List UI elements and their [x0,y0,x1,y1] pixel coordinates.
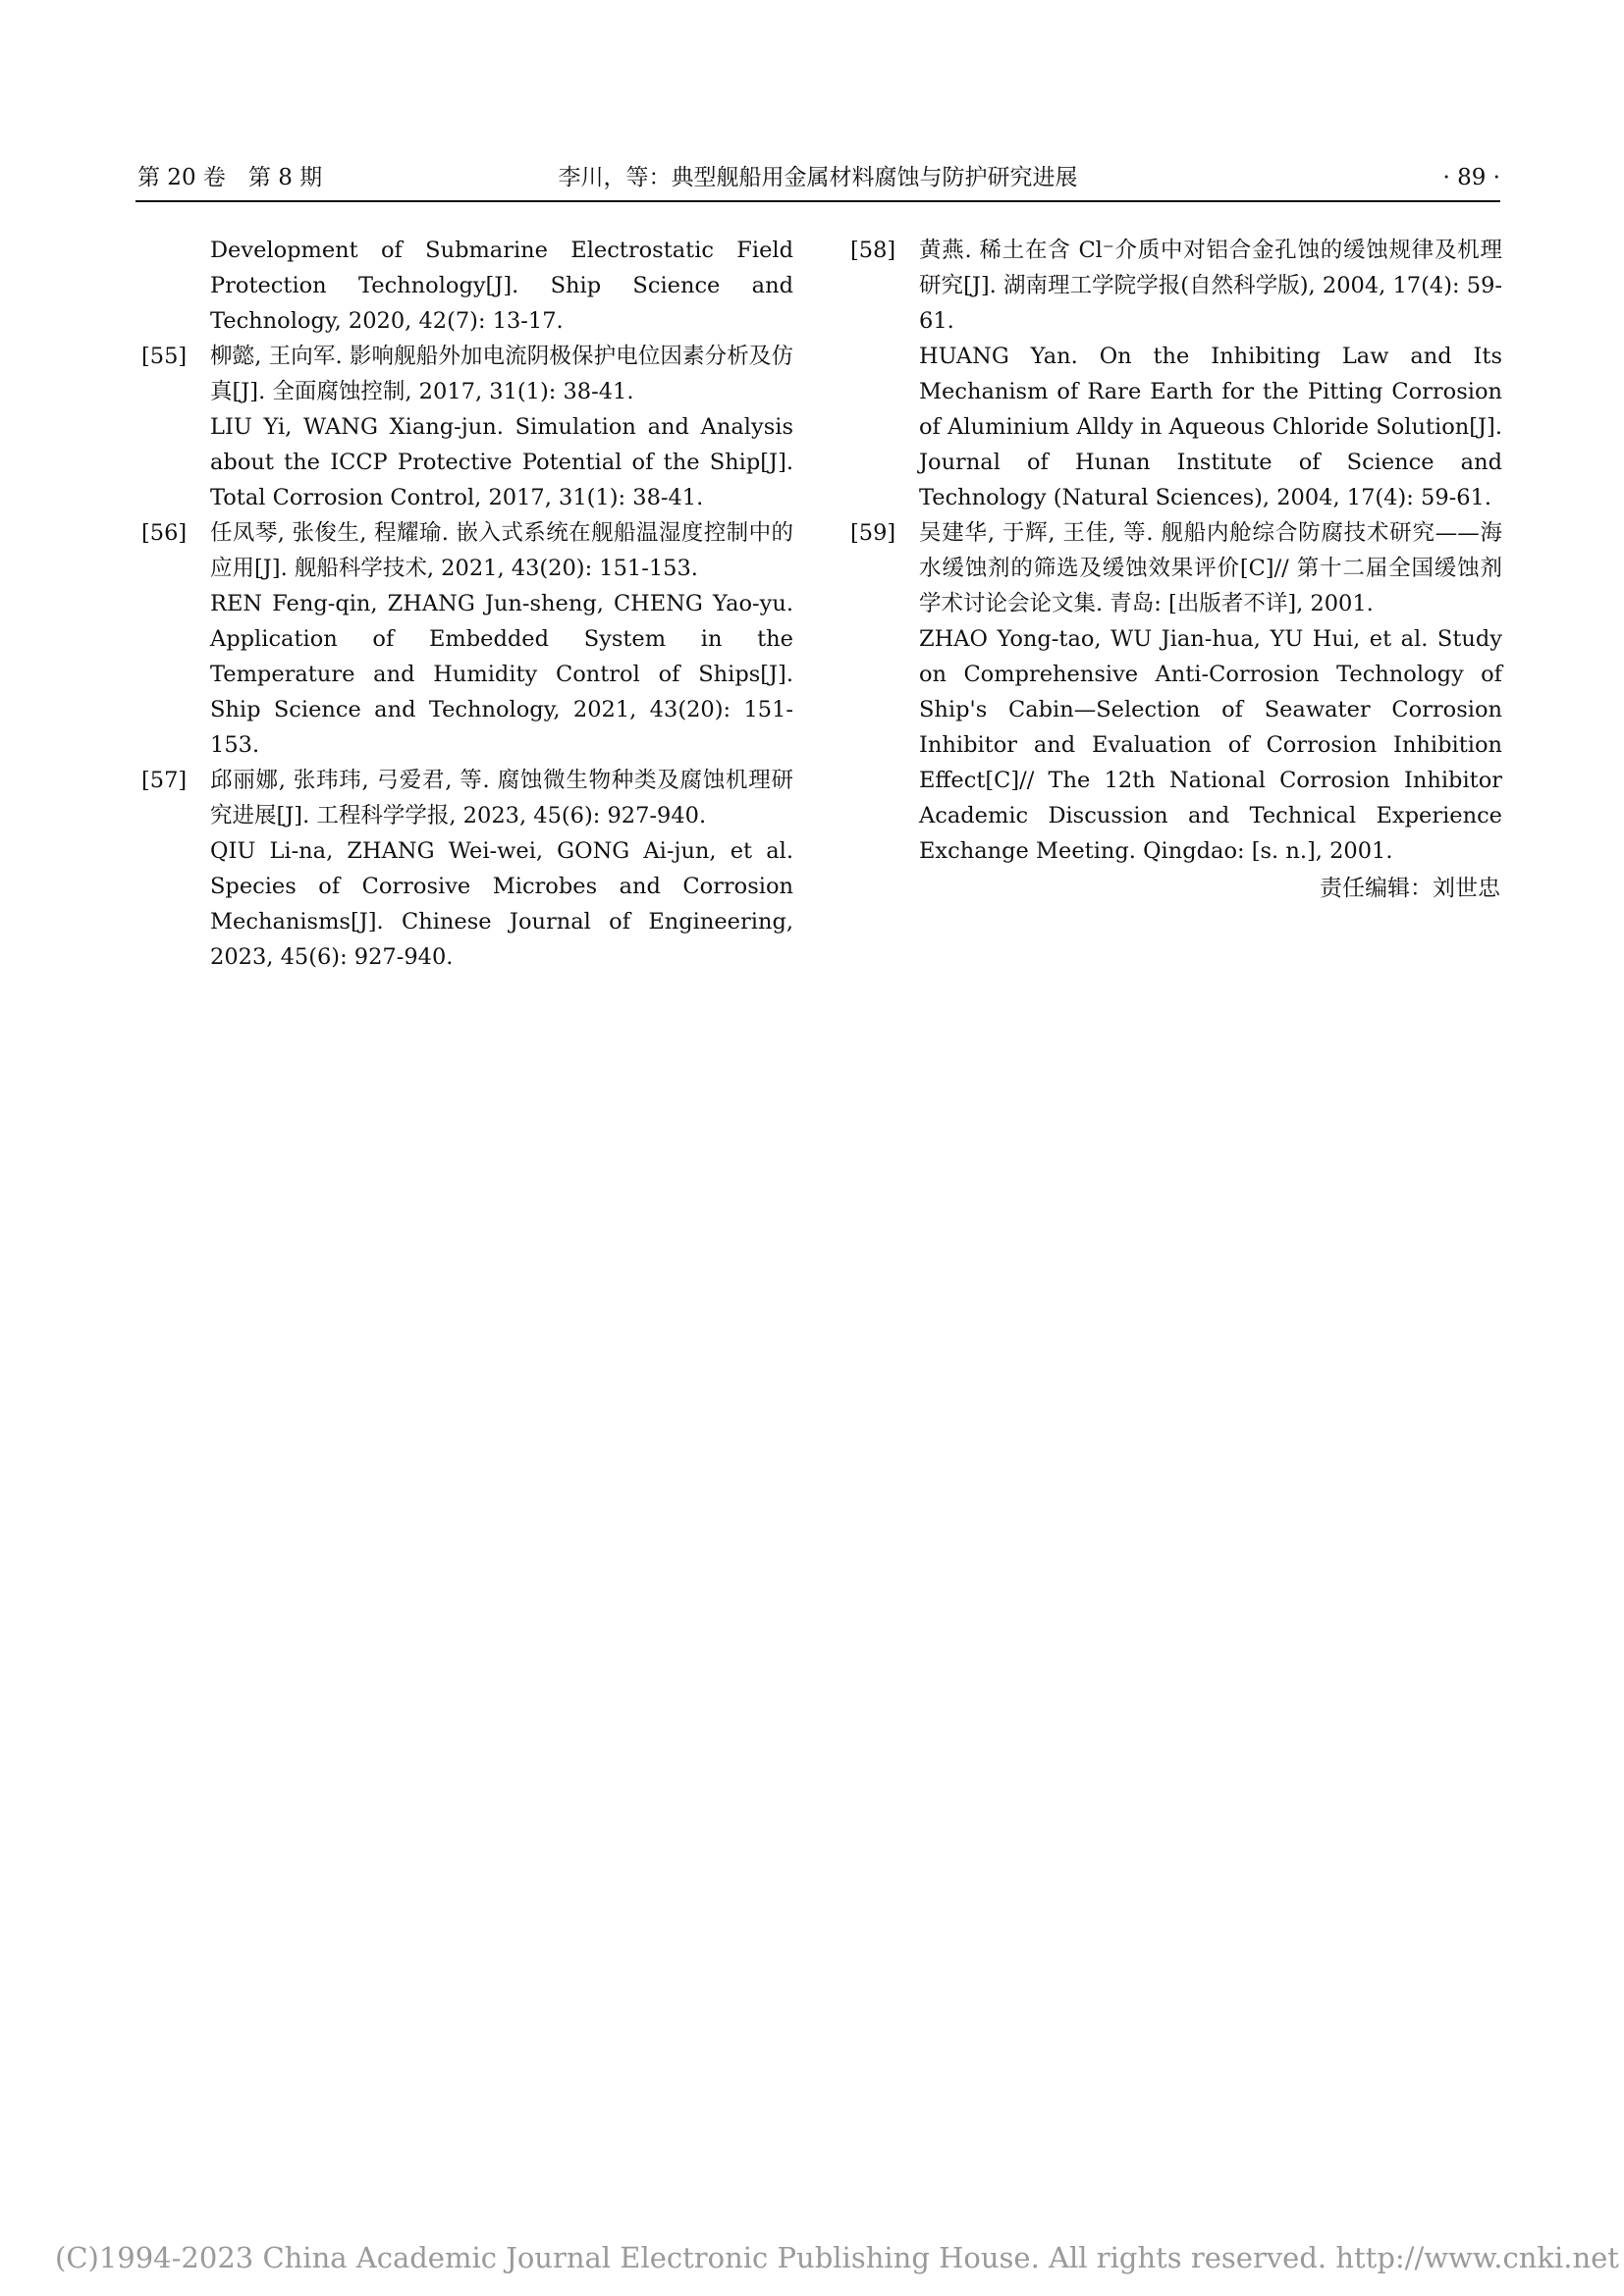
reference-number: [59] [850,520,896,546]
reference-text-cn: 柳懿, 王向军. 影响舰船外加电流阴极保护电位因素分析及仿真[J]. 全面腐蚀控制, 2017, 31(1): 38-41. [210,344,793,404]
reference-text-en: REN Feng-qin, ZHANG Jun-sheng, CHENG Yao-yu. Application of Embedded System in the Temperature and Humidity Control of Ships[J]. Ship Science and Technology, 2021, 43(20): 151-153. [210,591,793,758]
reference-text-cn: 黄燕. 稀土在含 Cl⁻介质中对铝合金孔蚀的缓蚀规律及机理研究[J]. 湖南理工学院学报(自然科学版), 2004, 17(4): 59-61. [919,238,1502,334]
reference-number: [55] [141,344,188,369]
header-rule [135,200,1500,202]
reference-text-cn: 吴建华, 于辉, 王佳, 等. 舰船内舱综合防腐技术研究——海水缓蚀剂的筛选及缓蚀效果评价[C]// 第十二届全国缓蚀剂学术讨论会论文集. 青岛: [出版者不详], 2001. [919,520,1502,616]
reference-text-en: Development of Submarine Electrostatic Field Protection Technology[J]. Ship Science and Technology, 2020, 42(7): 13-17. [210,238,793,334]
reference-text-cn: 任凤琴, 张俊生, 程耀瑜. 嵌入式系统在舰船温湿度控制中的应用[J]. 舰船科学技术, 2021, 43(20): 151-153. [210,520,793,581]
reference-55 [135,339,793,515]
reference-59 [844,515,1502,869]
reference-text-en: HUANG Yan. On the Inhibiting Law and Its Mechanism of Rare Earth for the Pitting Corrosion of Aluminium Alldy in Aqueous Chloride Solution[J]. Journal of Hunan Institute of Science and Technology (Natural Sciences), 2004, 17(4): 59-61. [919,344,1502,510]
copyright-footer: (C)1994-2023 China Academic Journal Electronic Publishing House. All rights reserved. http://www.cnki.net [55,2241,1619,2274]
reference-text-cn: 邱丽娜, 张玮玮, 弓爱君, 等. 腐蚀微生物种类及腐蚀机理研究进展[J]. 工程科学学报, 2023, 45(6): 927-940. [210,768,793,828]
reference-57 [135,763,793,975]
page-number: · 89 · [1442,165,1500,190]
journal-volume-issue: 第 20 卷 第 8 期 [137,165,323,190]
reference-58 [844,233,1502,515]
right-column [844,233,1502,906]
responsible-editor: 责任编辑：刘世忠 [1320,876,1500,901]
reference-text-en: ZHAO Yong-tao, WU Jian-hua, YU Hui, et al. Study on Comprehensive Anti-Corrosion Technology of Ship's Cabin—Selection of Seawater Corrosion Inhibitor and Evaluation of Corrosion Inhibition Effect[C]// The 12th National Corrosion Inhibitor Academic Discussion and Technical Experience Exchange Meeting. Qingdao: [s. n.], 2001. [919,626,1502,864]
reference-number: [57] [141,768,188,793]
reference-text-en: QIU Li-na, ZHANG Wei-wei, GONG Ai-jun, et al. Species of Corrosive Microbes and Corrosion Mechanisms[J]. Chinese Journal of Engineering, 2023, 45(6): 927-940. [210,838,793,970]
reference-number: [56] [141,520,188,546]
left-column [135,233,793,975]
reference-text-en: LIU Yi, WANG Xiang-jun. Simulation and Analysis about the ICCP Protective Potential of the Ship[J]. Total Corrosion Control, 2017, 31(1): 38-41. [210,414,793,510]
reference-continued [135,233,793,339]
reference-number: [58] [850,238,896,263]
running-title: 李川，等：典型舰船用金属材料腐蚀与防护研究进展 [558,165,1078,190]
page-header [135,157,1500,200]
reference-56 [135,515,793,763]
